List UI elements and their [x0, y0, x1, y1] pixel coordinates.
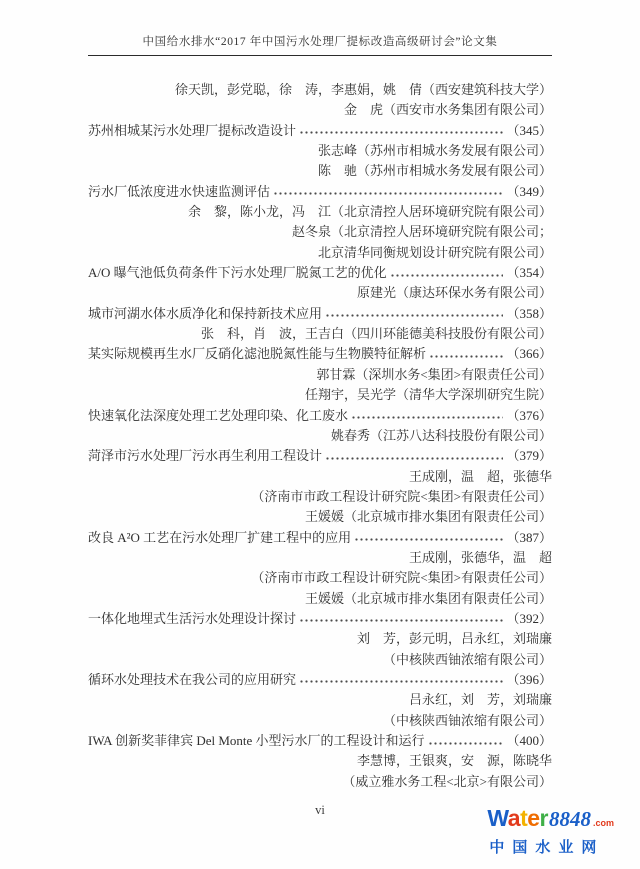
entry-authors-text: （济南市市政工程设计研究院<集团>有限责任公司）	[251, 488, 552, 504]
entry-page-number: （345）	[506, 122, 552, 138]
entry-title-text: 某实际规模再生水厂反硝化滤池脱氮性能与生物膜特征解析	[88, 346, 427, 362]
dot-leader	[351, 406, 503, 426]
toc-entry-authors	[88, 507, 552, 527]
entry-title-text: 苏州相城某污水处理厂提标改造设计	[88, 122, 297, 138]
dot-leader	[299, 609, 503, 629]
toc-entry-authors	[88, 487, 552, 507]
entry-authors-text: 北京清华同衡规划设计研究院有限公司）	[317, 244, 552, 260]
entry-title-text: 循环水处理技术在我公司的应用研究	[88, 671, 297, 687]
entry-authors-text: 王媛媛（北京城市排水集团有限责任公司）	[304, 590, 552, 606]
entry-authors-text: 原建光（康达环保水务有限公司）	[356, 285, 552, 301]
entry-authors-text: 李慧博，王银爽，安 源，陈晓华	[356, 753, 552, 769]
toc-entry-authors	[88, 650, 552, 670]
logo-number: 8848	[548, 807, 591, 831]
toc-entry-authors	[88, 202, 552, 222]
entry-title-text: 快速氧化法深度处理工艺处理印染、化工废水	[88, 407, 349, 423]
entry-title-text: 污水厂低浓度进水快速监测评估	[88, 183, 271, 199]
dot-leader	[273, 182, 503, 202]
entry-authors-text: （威立雅水务工程<北京>有限公司）	[342, 773, 552, 789]
toc-entry-authors	[88, 324, 552, 344]
entry-authors-text: 王媛媛（北京城市排水集团有限责任公司）	[304, 509, 552, 525]
entry-authors-text: 余 黎，陈小龙，冯 江（北京清控人居环境研究院有限公司）	[187, 204, 552, 220]
logo-letter: W	[487, 805, 508, 831]
logo-subtitle: 中国水业网	[489, 839, 605, 856]
toc-entry-authors	[88, 548, 552, 568]
toc-entry-authors	[88, 283, 552, 303]
dot-leader	[428, 731, 504, 751]
toc-entry-authors	[88, 568, 552, 588]
toc-entry-authors	[88, 222, 552, 242]
entry-title-text: 菏泽市污水处理厂污水再生利用工程设计	[88, 448, 323, 464]
toc-entry-authors	[88, 426, 552, 446]
logo-letter: r	[539, 805, 548, 831]
toc-entry-title[interactable]	[88, 528, 552, 548]
logo-word	[487, 806, 548, 834]
toc-entry-title[interactable]	[88, 304, 552, 324]
logo-wordmark	[487, 806, 614, 835]
toc-entry-title[interactable]	[88, 670, 552, 690]
entry-authors-text: （中核陕西铀浓缩有限公司）	[382, 651, 552, 667]
dot-leader	[299, 121, 503, 141]
toc-entry-authors	[88, 100, 552, 120]
entry-authors-text: 陈 驰（苏州市相城水务发展有限公司）	[317, 163, 552, 179]
toc-entry-authors	[88, 772, 552, 792]
entry-page-number: （376）	[506, 407, 552, 423]
toc-entry-authors	[88, 589, 552, 609]
entry-page-number: （396）	[506, 671, 552, 687]
entry-authors-text: 王成刚，张德华，温 超	[408, 549, 552, 565]
entry-title-text: IWA 创新奖菲律宾 Del Monte 小型污水厂的工程设计和运行	[88, 733, 425, 748]
toc-entry-authors	[88, 629, 552, 649]
entry-title-text: 城市河湖水体水质净化和保持新技术应用	[88, 305, 323, 321]
entry-page-number: （387）	[506, 529, 552, 545]
toc-entry-authors	[88, 711, 552, 731]
dot-leader	[429, 344, 503, 364]
entry-title-text: 改良 A²O 工艺在污水处理厂扩建工程中的应用	[88, 529, 352, 545]
dot-leader	[354, 528, 503, 548]
toc-entry-authors	[88, 751, 552, 771]
toc-entry-title[interactable]	[88, 263, 552, 283]
entry-authors-text: 金 虎（西安市水务集团有限公司）	[343, 102, 552, 118]
entry-title-text: 一体化地埋式生活污水处理设计探讨	[88, 610, 297, 626]
entry-page-number: （358）	[506, 305, 552, 321]
entry-page-number: （354）	[506, 265, 552, 281]
toc-entry-authors	[88, 385, 552, 405]
entry-authors-text: 赵冬泉（北京清控人居环境研究院有限公司；	[291, 224, 552, 240]
entry-authors-text: 姚春秀（江苏八达科技股份有限公司）	[330, 427, 552, 443]
header-title: 中国给水排水“2017 年中国污水处理厂提标改造高级研讨会”论文集	[142, 36, 498, 48]
entry-authors-text: 任翔宇，吴光学（清华大学深圳研究生院）	[304, 387, 552, 403]
logo-letter: a	[507, 805, 521, 831]
entry-authors-text: （中核陕西铀浓缩有限公司）	[382, 712, 552, 728]
toc-entry-title[interactable]	[88, 609, 552, 629]
toc-list	[88, 80, 552, 792]
page-header	[0, 0, 640, 56]
toc-entry-authors	[88, 365, 552, 385]
entry-page-number: （379）	[506, 448, 552, 464]
toc-entry-authors	[88, 141, 552, 161]
toc-entry-title[interactable]	[88, 731, 552, 751]
entry-authors-text: 张 科，肖 波，王吉白（四川环能德美科技股份有限公司）	[200, 326, 552, 342]
entry-page-number: （400）	[506, 733, 552, 748]
dot-leader	[299, 670, 503, 690]
dot-leader	[390, 263, 504, 283]
logo-letter: t	[520, 805, 528, 831]
toc-entry-authors	[88, 243, 552, 263]
entry-authors-text: （济南市市政工程设计研究院<集团>有限责任公司）	[251, 570, 552, 586]
entry-page-number: （366）	[506, 346, 552, 362]
entry-authors-text: 王成刚，温 超，张德华	[408, 468, 552, 484]
logo-tld: .com	[592, 818, 614, 828]
toc-entry-title[interactable]	[88, 344, 552, 364]
toc-entry-authors	[88, 80, 552, 100]
dot-leader	[325, 446, 503, 466]
water8848-logo[interactable]	[487, 806, 614, 857]
toc-entry-authors	[88, 467, 552, 487]
page-number: vi	[315, 803, 325, 817]
dot-leader	[325, 304, 503, 324]
toc-entry-title[interactable]	[88, 121, 552, 141]
entry-page-number: （349）	[506, 183, 552, 199]
toc-entry-title[interactable]	[88, 406, 552, 426]
toc-entry-title[interactable]	[88, 182, 552, 202]
entry-title-text: A/O 曝气池低负荷条件下污水处理厂脱氮工艺的优化	[88, 265, 387, 281]
toc-entry-title[interactable]	[88, 446, 552, 466]
header-rule	[88, 55, 552, 56]
toc-entry-authors	[88, 161, 552, 181]
entry-authors-text: 徐天凯，彭党聪，徐 涛，李惠娟，姚 倩（西安建筑科技大学）	[174, 82, 552, 97]
entry-authors-text: 郭甘霖（深圳水务<集团>有限责任公司）	[316, 366, 552, 382]
entry-authors-text: 张志峰（苏州市相城水务发展有限公司）	[317, 143, 552, 159]
entry-page-number: （392）	[506, 610, 552, 626]
entry-authors-text: 吕永红，刘 芳，刘瑞廉	[408, 692, 552, 708]
logo-letter: e	[527, 805, 540, 831]
toc-entry-authors	[88, 690, 552, 710]
entry-authors-text: 刘 芳，彭元明，吕永红，刘瑞廉	[356, 631, 552, 647]
